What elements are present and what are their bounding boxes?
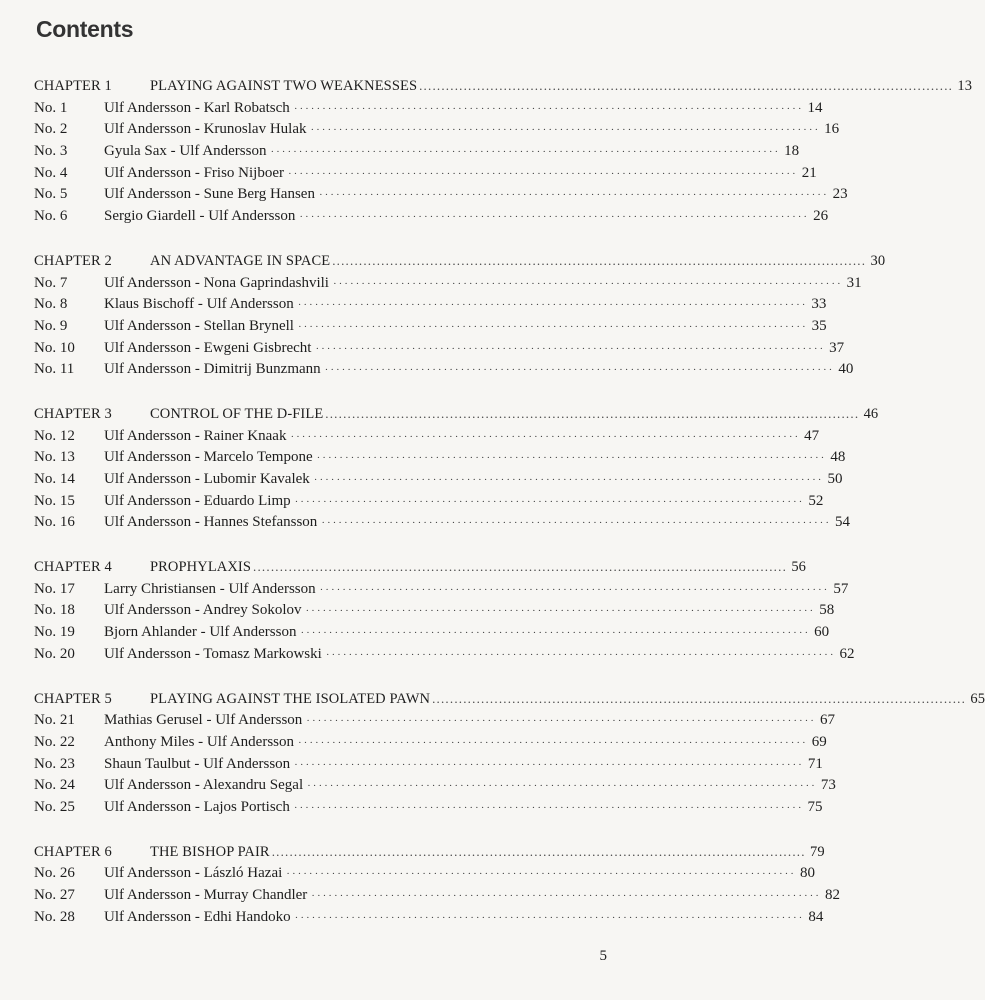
dot-leader: ·························································································· — [315, 342, 826, 355]
game-players: Ulf Andersson - Tomasz Markowski — [104, 645, 322, 662]
game-entry[interactable] — [34, 449, 846, 471]
game-number: No. 24 — [34, 777, 75, 794]
game-number: No. 21 — [34, 712, 75, 729]
game-entry[interactable] — [34, 624, 830, 646]
chapter-page-number: 30 — [870, 252, 886, 269]
game-number: No. 6 — [34, 208, 68, 225]
dot-leader: ·························································································· — [325, 648, 836, 661]
dot-leader: ........................................................................................................................ — [271, 843, 806, 859]
game-players: Anthony Miles - Ulf Andersson — [104, 733, 294, 750]
game-entry[interactable] — [34, 143, 800, 165]
game-page-number: 57 — [833, 580, 849, 597]
game-players: Ulf Andersson - Edhi Handoko — [104, 908, 291, 925]
game-page-number: 23 — [832, 186, 848, 203]
dot-leader: ·························································································· — [321, 517, 831, 530]
game-page-number: 75 — [807, 798, 823, 815]
dot-leader: ·························································································· — [300, 627, 811, 640]
game-players: Ulf Andersson - Marcelo Tempone — [104, 449, 313, 466]
game-number: No. 25 — [34, 798, 75, 815]
game-players: Mathias Gerusel - Ulf Andersson — [104, 712, 303, 729]
game-entry[interactable] — [34, 733, 827, 756]
dot-leader: ·························································································· — [288, 167, 798, 180]
dot-leader: ·························································································· — [293, 102, 804, 115]
game-number: No. 28 — [34, 908, 75, 925]
game-entry[interactable] — [34, 274, 862, 297]
game-page-number: 18 — [784, 143, 800, 160]
dot-leader: ·························································································· — [316, 452, 827, 465]
dot-leader: ·························································································· — [306, 715, 816, 728]
dot-leader: ·························································································· — [311, 890, 821, 902]
game-number: No. 5 — [34, 186, 68, 203]
game-players: Ulf Andersson - Friso Nijboer — [104, 164, 284, 181]
game-page-number: 47 — [804, 427, 820, 444]
dot-leader: ·························································································· — [313, 474, 824, 486]
game-page-number: 35 — [811, 317, 827, 334]
game-number: No. 2 — [34, 121, 68, 138]
game-players: Ulf Andersson - László Hazai — [104, 865, 283, 882]
chapter-title: THE BISHOP PAIR — [150, 843, 270, 860]
game-players: Shaun Taulbut - Ulf Andersson — [104, 755, 291, 772]
chapter-section — [34, 559, 855, 667]
chapter-label: CHAPTER 1 — [34, 78, 112, 94]
game-entry[interactable] — [34, 580, 849, 603]
chapter-page-number: 13 — [957, 78, 973, 94]
chapter-page-number: 79 — [809, 843, 825, 860]
chapter-entry[interactable] — [34, 78, 973, 100]
game-entry[interactable] — [34, 514, 850, 536]
chapter-title: PLAYING AGAINST TWO WEAKNESSES — [150, 78, 418, 94]
game-number: No. 1 — [34, 99, 68, 116]
dot-leader: ........................................................................................................................ — [419, 78, 954, 93]
game-entry[interactable] — [34, 602, 835, 624]
game-players: Klaus Bischoff - Ulf Andersson — [104, 296, 294, 313]
chapter-label: CHAPTER 6 — [34, 843, 112, 860]
chapter-label: CHAPTER 3 — [34, 405, 112, 422]
game-page-number: 58 — [819, 602, 835, 619]
game-page-number: 54 — [835, 514, 850, 531]
game-players: Ulf Andersson - Nona Gaprindashvili — [104, 274, 329, 291]
game-entry[interactable] — [34, 361, 854, 383]
page-title: Contents — [36, 16, 134, 42]
chapter-entry[interactable] — [34, 559, 807, 581]
game-entry[interactable] — [34, 777, 836, 799]
game-players: Ulf Andersson - Rainer Knaak — [104, 427, 287, 444]
game-players: Ulf Andersson - Sune Berg Hansen — [104, 186, 315, 203]
dot-leader: ·························································································· — [319, 583, 830, 596]
game-players: Ulf Andersson - Andrey Sokolov — [104, 602, 302, 619]
game-entry[interactable] — [34, 317, 827, 340]
dot-leader: ·························································································· — [299, 211, 810, 224]
game-number: No. 23 — [34, 755, 75, 772]
game-players: Ulf Andersson - Stellan Brynell — [104, 317, 294, 334]
chapter-section — [34, 843, 840, 931]
chapter-title: AN ADVANTAGE IN SPACE — [150, 252, 331, 269]
game-number: No. 22 — [34, 733, 75, 750]
game-players: Ulf Andersson - Krunoslav Hulak — [104, 121, 307, 138]
game-entry[interactable] — [34, 121, 840, 143]
chapter-entry[interactable] — [34, 405, 879, 428]
game-page-number: 37 — [829, 339, 845, 356]
table-of-contents — [34, 78, 985, 953]
game-page-number: 50 — [827, 471, 843, 487]
page-number: 5 — [599, 948, 607, 964]
game-players: Gyula Sax - Ulf Andersson — [104, 143, 267, 160]
game-players: Ulf Andersson - Hannes Stefansson — [104, 514, 318, 531]
game-page-number: 31 — [846, 274, 862, 291]
game-entry[interactable] — [34, 208, 829, 230]
chapter-page-number: 46 — [863, 405, 879, 422]
chapter-page-number: 65 — [970, 690, 985, 707]
chapter-section — [34, 78, 973, 230]
game-players: Ulf Andersson - Ewgeni Gisbrecht — [104, 339, 312, 356]
game-number: No. 16 — [34, 514, 75, 531]
dot-leader: ·························································································· — [324, 364, 835, 377]
game-page-number: 84 — [808, 908, 824, 925]
game-page-number: 16 — [824, 121, 840, 138]
game-number: No. 8 — [34, 296, 68, 313]
game-page-number: 14 — [807, 99, 823, 116]
dot-leader: ·························································································· — [310, 124, 821, 137]
dot-leader: ·························································································· — [286, 868, 796, 881]
game-page-number: 80 — [799, 865, 815, 882]
game-number: No. 13 — [34, 449, 75, 466]
game-page-number: 60 — [814, 624, 830, 641]
game-entry[interactable] — [34, 887, 840, 909]
game-number: No. 19 — [34, 624, 75, 641]
game-entry[interactable] — [34, 164, 817, 187]
game-number: No. 20 — [34, 645, 75, 662]
chapter-section — [34, 252, 886, 383]
game-players: Ulf Andersson - Lubomir Kavalek — [104, 471, 310, 487]
game-players: Ulf Andersson - Lajos Portisch — [104, 798, 290, 815]
dot-leader: ·························································································· — [297, 320, 808, 333]
game-entry[interactable] — [34, 296, 827, 318]
game-entry[interactable] — [34, 908, 824, 931]
dot-leader: ·························································································· — [332, 277, 843, 290]
game-entry[interactable] — [34, 865, 815, 887]
game-entry[interactable] — [34, 492, 824, 515]
chapter-title: PLAYING AGAINST THE ISOLATED PAWN — [150, 690, 431, 707]
game-entry[interactable] — [34, 186, 848, 208]
game-page-number: 26 — [813, 208, 829, 225]
game-number: No. 17 — [34, 580, 75, 597]
dot-leader: ·························································································· — [298, 736, 808, 749]
chapter-entry[interactable] — [34, 690, 985, 713]
game-entry[interactable] — [34, 798, 823, 821]
game-number: No. 7 — [34, 274, 68, 291]
chapter-entry[interactable] — [34, 843, 825, 866]
game-page-number: 73 — [820, 777, 836, 794]
game-page-number: 33 — [811, 296, 827, 313]
game-page-number: 52 — [808, 492, 824, 509]
chapter-label: CHAPTER 2 — [34, 252, 112, 269]
game-players: Larry Christiansen - Ulf Andersson — [104, 580, 316, 597]
game-number: No. 4 — [34, 164, 68, 181]
game-number: No. 11 — [34, 361, 75, 378]
dot-leader: ........................................................................................................................ — [253, 559, 788, 575]
game-players: Sergio Giardell - Ulf Andersson — [104, 208, 296, 225]
game-number: No. 12 — [34, 427, 75, 444]
game-page-number: 71 — [807, 755, 823, 772]
game-page-number: 82 — [824, 887, 840, 903]
game-number: No. 10 — [34, 339, 75, 356]
dot-leader: ·························································································· — [318, 189, 829, 202]
game-page-number: 21 — [801, 164, 817, 181]
game-number: No. 3 — [34, 143, 68, 160]
dot-leader: ·························································································· — [305, 605, 816, 618]
dot-leader: ·························································································· — [293, 801, 804, 814]
dot-leader: ·························································································· — [297, 299, 808, 312]
game-players: Ulf Andersson - Murray Chandler — [104, 887, 308, 903]
game-page-number: 62 — [839, 645, 855, 662]
game-page-number: 48 — [830, 449, 846, 466]
game-page-number: 69 — [811, 733, 827, 750]
game-entry[interactable] — [34, 99, 823, 122]
game-entry[interactable] — [34, 755, 823, 778]
chapter-page-number: 56 — [791, 559, 807, 576]
dot-leader: ·························································································· — [270, 146, 781, 159]
game-entry[interactable] — [34, 645, 855, 668]
game-number: No. 9 — [34, 317, 68, 334]
game-players: Ulf Andersson - Karl Robatsch — [104, 99, 290, 116]
game-page-number: 40 — [838, 361, 854, 378]
game-entry[interactable] — [34, 427, 820, 450]
dot-leader: ........................................................................................................................ — [332, 252, 867, 268]
game-number: No. 14 — [34, 471, 75, 487]
game-entry[interactable] — [34, 712, 835, 734]
chapter-section — [34, 690, 985, 821]
game-number: No. 27 — [34, 887, 75, 903]
chapter-title: CONTROL OF THE D-FILE — [150, 405, 324, 422]
game-number: No. 18 — [34, 602, 75, 619]
chapter-label: CHAPTER 5 — [34, 690, 112, 707]
dot-leader: ·························································································· — [294, 911, 805, 924]
game-players: Ulf Andersson - Alexandru Segal — [104, 777, 304, 794]
game-number: No. 26 — [34, 865, 75, 882]
game-players: Bjorn Ahlander - Ulf Andersson — [104, 624, 297, 641]
game-number: No. 15 — [34, 492, 75, 509]
chapter-title: PROPHYLAXIS — [150, 559, 252, 576]
dot-leader: ........................................................................................................................ — [325, 405, 860, 421]
game-entry[interactable] — [34, 339, 845, 362]
game-players: Ulf Andersson - Eduardo Limp — [104, 492, 291, 509]
game-players: Ulf Andersson - Dimitrij Bunzmann — [104, 361, 321, 378]
game-page-number: 67 — [819, 712, 835, 729]
game-entry[interactable] — [34, 471, 843, 493]
dot-leader: ·························································································· — [294, 758, 804, 771]
chapter-label: CHAPTER 4 — [34, 559, 112, 576]
dot-leader: ·························································································· — [294, 495, 805, 508]
dot-leader: ·························································································· — [290, 430, 801, 443]
dot-leader: ·························································································· — [307, 780, 817, 793]
dot-leader: ........................................................................................................................ — [432, 690, 967, 706]
chapter-entry[interactable] — [34, 252, 886, 275]
chapter-section — [34, 405, 879, 536]
